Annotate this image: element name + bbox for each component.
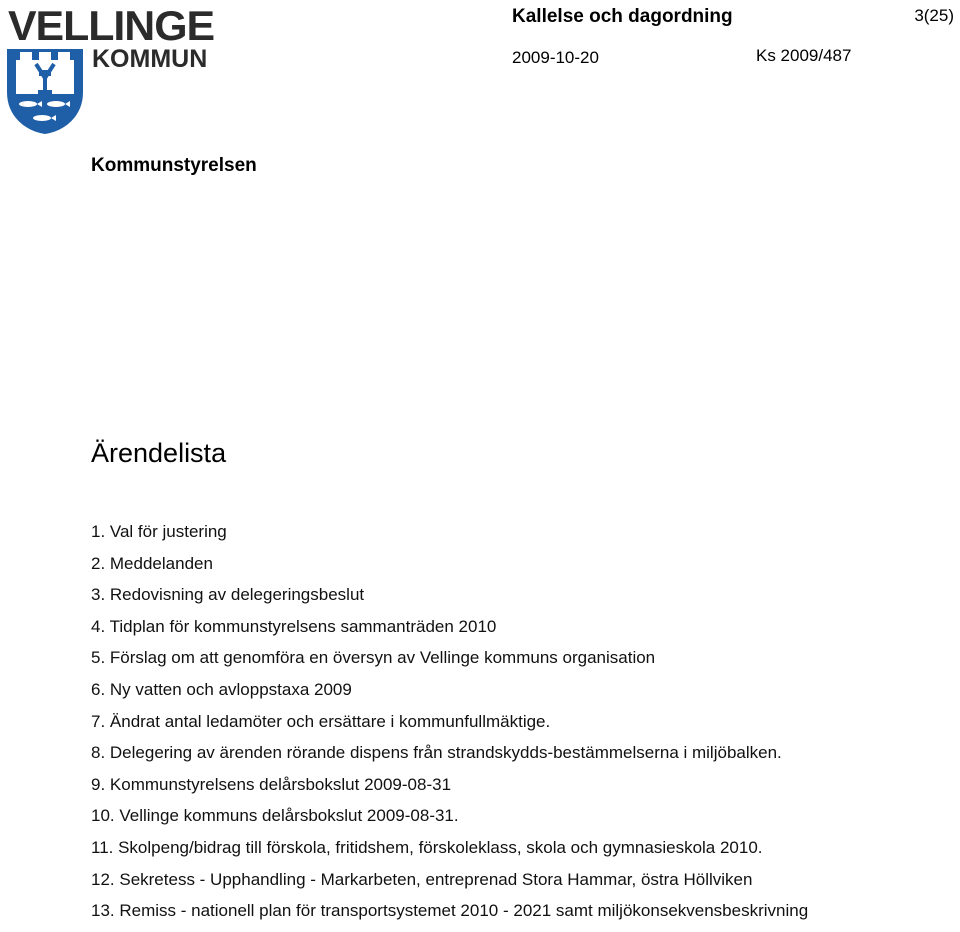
page-number: 3(25) bbox=[914, 6, 954, 25]
logo-wordmark-kommun: KOMMUN bbox=[92, 45, 208, 73]
list-item: 11. Skolpeng/bidrag till förskola, fritidshem, förskoleklass, skola och gymnasieskola 2010. bbox=[91, 837, 763, 857]
document-title: Kallelse och dagordning bbox=[512, 6, 733, 27]
list-item: 2. Meddelanden bbox=[91, 553, 213, 573]
agenda-list bbox=[91, 521, 808, 932]
list-item: 13. Remiss - nationell plan för transportsystemet 2010 - 2021 samt miljökonsekvensbeskrivning bbox=[91, 901, 809, 921]
list-item: 6. Ny vatten och avloppstaxa 2009 bbox=[91, 679, 352, 699]
agenda-list-title: Ärendelista bbox=[91, 438, 227, 468]
list-item: 9. Kommunstyrelsens delårsbokslut 2009-08-31 bbox=[91, 774, 452, 794]
coat-of-arms-icon bbox=[6, 48, 84, 134]
list-item: 12. Sekretess - Upphandling - Markarbeten, entreprenad Stora Hammar, östra Höllviken bbox=[91, 869, 753, 889]
list-item: 8. Delegering av ärenden rörande dispens från strandskydds-bestämmelserna i miljöbalken. bbox=[91, 743, 782, 763]
list-item: 4. Tidplan för kommunstyrelsens sammanträden 2010 bbox=[91, 616, 497, 636]
logo-wordmark-vellinge: VELLINGE bbox=[8, 2, 215, 49]
vellinge-kommun-logo bbox=[6, 2, 215, 132]
list-item: 3. Redovisning av delegeringsbeslut bbox=[91, 585, 365, 605]
organization-name: Kommunstyrelsen bbox=[91, 155, 257, 176]
document-date: 2009-10-20 bbox=[512, 48, 599, 67]
list-item: 5. Förslag om att genomföra en översyn av Vellinge kommuns organisation bbox=[91, 648, 656, 668]
list-item: 1. Val för justering bbox=[91, 522, 227, 541]
list-item: 10. Vellinge kommuns delårsbokslut 2009-08-31. bbox=[91, 806, 459, 826]
case-reference: Ks 2009/487 bbox=[756, 46, 852, 65]
list-item: 7. Ändrat antal ledamöter och ersättare i kommunfullmäktige. bbox=[91, 711, 551, 731]
